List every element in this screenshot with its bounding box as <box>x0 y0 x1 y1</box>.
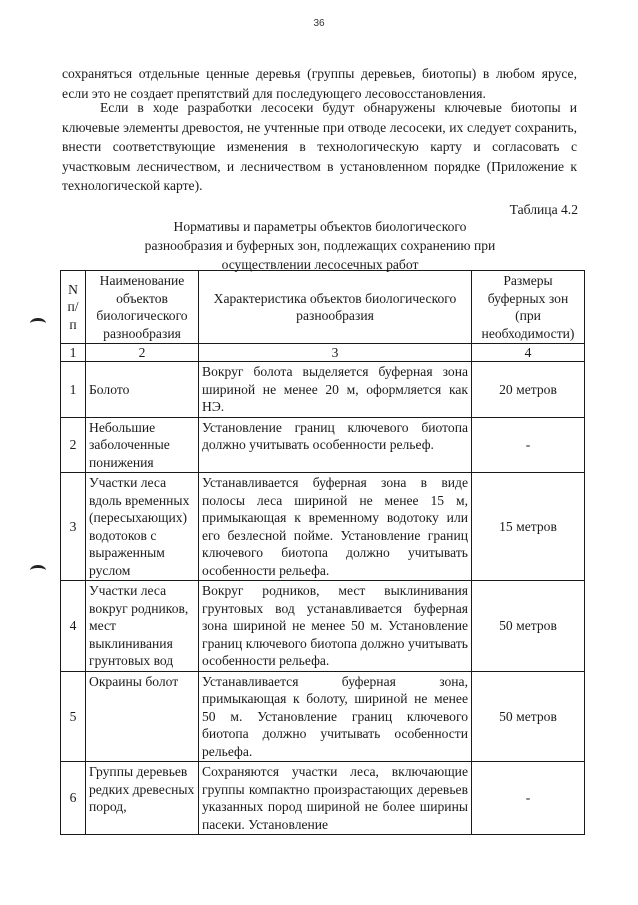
row-buffer-size: 50 метров <box>472 581 585 672</box>
punch-hole-mark <box>30 318 46 329</box>
row-description: Установление границ ключевого биотопа должно учитывать особенности рельеф. <box>199 417 472 473</box>
row-object-name: Болото <box>86 362 199 418</box>
row-description: Устанавливается буферная зона в виде полосы леса шириной не менее 15 м, примыкающая к временному водотоку или его безлесной пойме. Установление границ ключевого биотопа должно учитывать особенности рельефа. <box>199 473 472 581</box>
table-row <box>61 473 585 581</box>
row-number: 1 <box>61 362 86 418</box>
row-buffer-size: - <box>472 762 585 835</box>
row-number: 4 <box>61 581 86 672</box>
table-row <box>61 362 585 418</box>
table-row <box>61 417 585 473</box>
page-number: 36 <box>313 18 325 29</box>
row-number: 3 <box>61 473 86 581</box>
row-object-name: Окраины болот <box>86 671 199 762</box>
biodiversity-table <box>60 270 585 835</box>
row-description: Сохраняются участки леса, включающие группы компактно произрастающих деревьев указанных пород шириной не более ширины пасеки. Установление <box>199 762 472 835</box>
row-description: Вокруг родников, мест выклинивания грунтовых вод устанавливается буферная зона шириной не менее 50 м. Установление границ ключевого биотопа должно учитывать особенности рельефа. <box>199 581 472 672</box>
row-object-name: Небольшие заболоченные понижения <box>86 417 199 473</box>
table-header-row <box>61 271 585 344</box>
table-row <box>61 671 585 762</box>
column-index-cell: 2 <box>86 344 199 362</box>
header-cell-number: N п/п <box>61 271 86 344</box>
row-object-name: Участки леса вдоль временных (пересыхающих) водотоков с выраженным руслом <box>86 473 199 581</box>
table-title: Нормативы и параметры объектов биологического разнообразия и буферных зон, подлежащих сохранению при осуществлении лесосечных работ <box>144 219 496 272</box>
row-object-name: Участки леса вокруг родников, мест выклинивания грунтовых вод <box>86 581 199 672</box>
row-number: 6 <box>61 762 86 835</box>
row-number: 2 <box>61 417 86 473</box>
column-index-cell: 1 <box>61 344 86 362</box>
column-index-row <box>61 344 585 362</box>
header-cell-name: Наименование объектов биологического разнообразия <box>86 271 199 344</box>
row-description: Устанавливается буферная зона, примыкающая к болоту, шириной не менее 50 м. Установление границ ключевого биотопа должно учитывать особенности рельефа. <box>199 671 472 762</box>
row-buffer-size: - <box>472 417 585 473</box>
row-description: Вокруг болота выделяется буферная зона шириной не менее 20 м, оформляется как НЭ. <box>199 362 472 418</box>
header-cell-buffer-size: Размеры буферных зон (при необходимости) <box>472 271 585 344</box>
paragraph-1: сохраняться отдельные ценные деревья (группы деревьев, биотопы) в любом ярусе, если это не создает препятствий для последующего лесовосстановления. <box>62 66 577 101</box>
paragraph-2: Если в ходе разработки лесосеки будут обнаружены ключевые биотопы и ключевые элементы древостоя, не учтенные при отводе лесосеки, их следует сохранить, внести соответствующие изменения в технологическую карту и согласовать с участковым лесничеством, и лесничеством в установленном порядке (Приложение к технологической карте). <box>62 100 577 193</box>
row-buffer-size: 20 метров <box>472 362 585 418</box>
row-buffer-size: 15 метров <box>472 473 585 581</box>
row-object-name: Группы деревьев редких древесных пород, <box>86 762 199 835</box>
table-label: Таблица 4.2 <box>509 202 578 217</box>
row-buffer-size: 50 метров <box>472 671 585 762</box>
table-row <box>61 581 585 672</box>
punch-hole-mark <box>30 565 46 576</box>
table-row <box>61 762 585 835</box>
header-cell-description: Характеристика объектов биологического разнообразия <box>199 271 472 344</box>
row-number: 5 <box>61 671 86 762</box>
column-index-cell: 3 <box>199 344 472 362</box>
column-index-cell: 4 <box>472 344 585 362</box>
